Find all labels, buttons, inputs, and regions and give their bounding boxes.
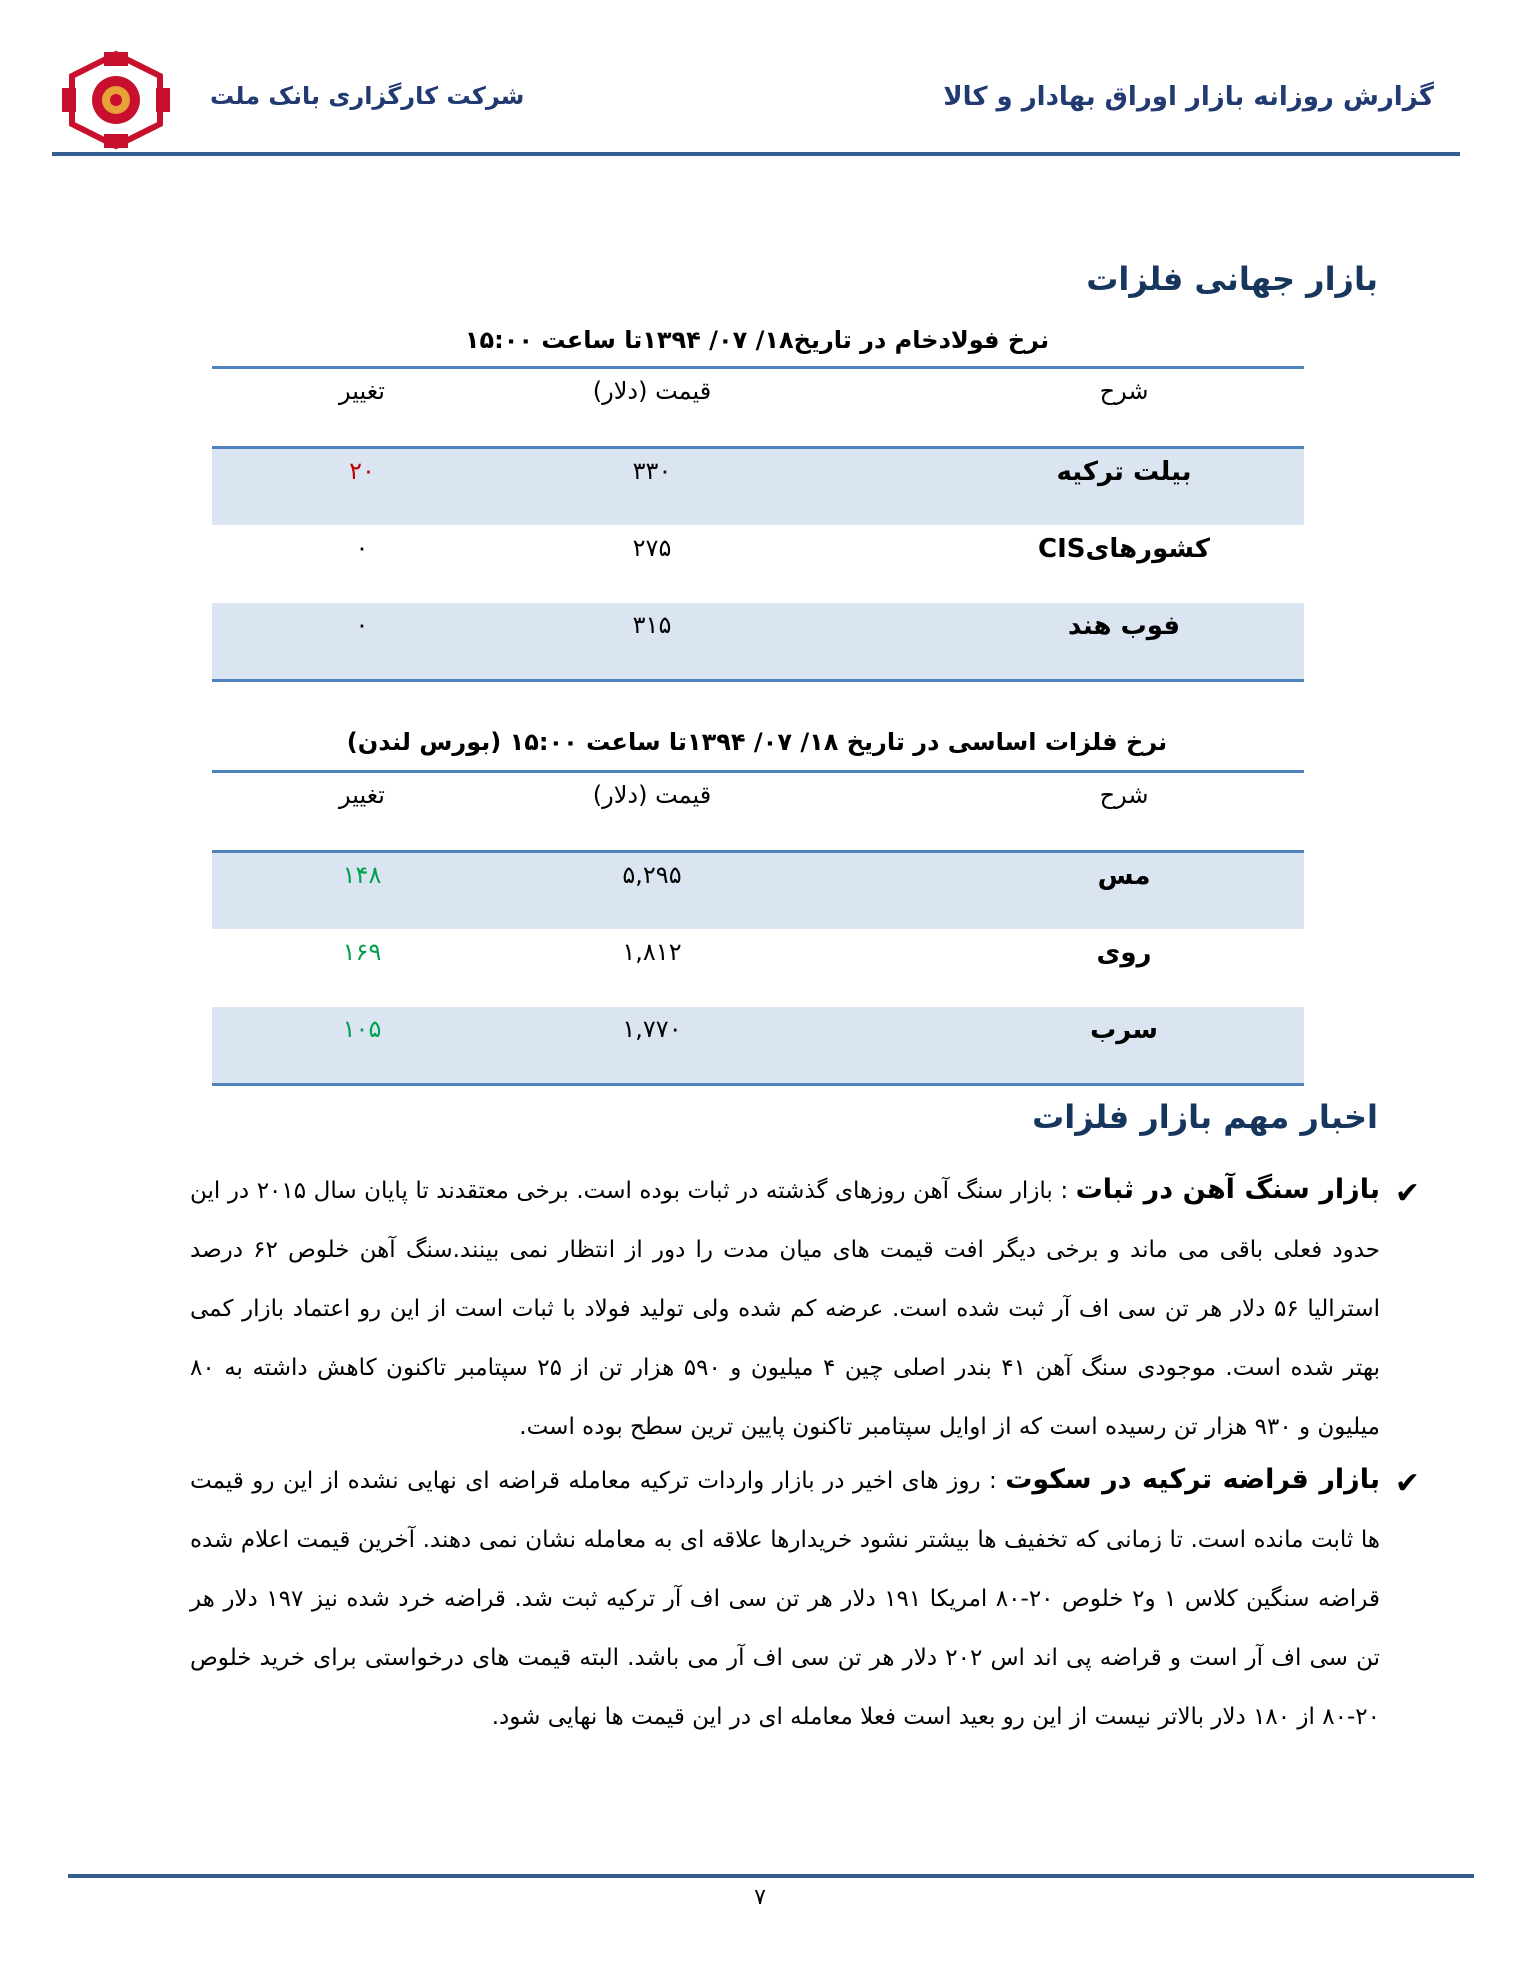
table-row xyxy=(212,853,1304,929)
footer-rule xyxy=(68,1874,1474,1878)
row-price: ۱,۷۷۰ xyxy=(622,1015,682,1043)
row-price: ۳۱۵ xyxy=(632,611,672,639)
news-item xyxy=(190,1160,1420,1457)
row-change: ۱۰۵ xyxy=(342,1015,382,1043)
report-title: گزارش روزانه بازار اوراق بهادار و کالا xyxy=(943,82,1434,112)
header-change: تغییر xyxy=(339,781,385,809)
header-desc: شرح xyxy=(1099,377,1149,405)
header-change: تغییر xyxy=(339,377,385,405)
news-title: اخبار مهم بازار فلزات xyxy=(1032,1098,1378,1136)
row-desc: فوب هند xyxy=(1067,611,1181,641)
news-headline: بازار سنگ آهن در ثبات xyxy=(1075,1174,1380,1205)
row-price: ۳۳۰ xyxy=(632,457,672,485)
table-row xyxy=(212,930,1304,1006)
row-desc: کشورهایCIS xyxy=(1038,534,1210,564)
row-desc: بیلت ترکیه xyxy=(1056,457,1192,487)
section-title: بازار جهانی فلزات xyxy=(1086,260,1378,298)
metals-table-caption: نرخ فلزات اساسی در تاریخ ۱۸/ ۰۷/ ۱۳۹۴تا ساعت ۱۵:۰۰ (بورس لندن) xyxy=(346,728,1168,756)
row-change: ۰ xyxy=(355,534,369,562)
row-change: ۱۴۸ xyxy=(342,861,382,889)
row-price: ۵,۲۹۵ xyxy=(622,861,682,889)
row-desc: مس xyxy=(1097,861,1151,891)
company-name: شرکت کارگزاری بانک ملت xyxy=(210,82,525,110)
steel-table xyxy=(212,366,1304,686)
header-desc: شرح xyxy=(1099,781,1149,809)
news-headline: بازار قراضه ترکیه در سکوت xyxy=(1005,1464,1380,1495)
check-mark-icon: ✔ xyxy=(1394,1466,1420,1501)
row-desc: سرب xyxy=(1090,1015,1158,1045)
news-item xyxy=(190,1450,1420,1747)
table-row xyxy=(212,526,1304,602)
header-price: قیمت (دلار) xyxy=(592,377,712,405)
row-change: ۲۰ xyxy=(349,457,375,485)
metals-table-header xyxy=(212,773,1304,849)
header-price: قیمت (دلار) xyxy=(592,781,712,809)
row-change: ۱۶۹ xyxy=(342,938,382,966)
page-number: ۷ xyxy=(754,1885,766,1910)
steel-table-caption: نرخ فولادخام در تاریخ۱۸/ ۰۷/ ۱۳۹۴تا ساعت ۱۵:۰۰ xyxy=(464,326,1050,354)
row-price: ۱,۸۱۲ xyxy=(622,938,682,966)
row-desc: روی xyxy=(1096,938,1152,968)
table-row xyxy=(212,1007,1304,1083)
bank-mellat-logo xyxy=(60,50,172,150)
metals-table xyxy=(212,770,1304,1090)
row-change: ۰ xyxy=(355,611,369,639)
news-body: : روز های اخیر در بازار واردات ترکیه معامله قراضه ای نهایی نشده از این رو قیمت ها ثابت مانده است. تا زمانی که تخفیف ها بیشتر نشود خریدارها علاقه ای به معامله نشان نمی دهند. آخرین قیمت اعلام شده قراضه سنگین کلاس ۱ و۲ خلوص ۲۰-۸۰ امریکا ۱۹۱ دلار هر تن سی اف آر ترکیه ثبت شد. قراضه خرد شده نیز ۱۹۷ دلار هر تن سی اف آر است و قراضه پی اند اس ۲۰۲ دلار هر تن سی اف آر می باشد. البته قیمت های درخواستی برای خرید خلوص ۲۰-۸۰ از ۱۸۰ دلار بالاتر نیست از این رو بعید است فعلا معامله ای در این قیمت ها نهایی شود. xyxy=(190,1468,1380,1730)
check-mark-icon: ✔ xyxy=(1394,1176,1420,1211)
row-price: ۲۷۵ xyxy=(632,534,672,562)
steel-table-header xyxy=(212,369,1304,445)
news-body: : بازار سنگ آهن روزهای گذشته در ثبات بوده است. برخی معتقدند تا پایان سال ۲۰۱۵ در این حدود فعلی باقی می ماند و برخی دیگر افت قیمت های میان مدت را دور از انتظار نمی بینند.سنگ آهن خلوص ۶۲ درصد استرالیا ۵۶ دلار هر تن سی اف آر ثبت شده است. عرضه کم شده ولی تولید فولاد با ثبات است از این رو اعتماد بازار کمی بهتر شده است. موجودی سنگ آهن ۴۱ بندر اصلی چین ۴ میلیون و ۵۹۰ هزار تن از ۲۵ سپتامبر تاکنون کاهش داشته به ۸۰ میلیون و ۹۳۰ هزار تن رسیده است که از اوایل سپتامبر تاکنون پایین ترین سطح بوده است. xyxy=(190,1178,1381,1440)
table-row xyxy=(212,603,1304,679)
header-rule xyxy=(52,152,1460,156)
table-row xyxy=(212,449,1304,525)
